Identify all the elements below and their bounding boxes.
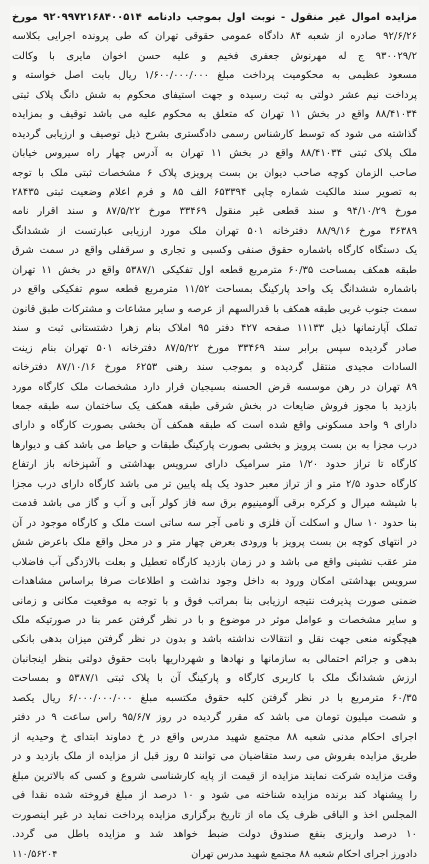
notice-line: ۸۸/۴۱۰۳۴ واقع در بخش ۱۱ تهران که متعلق به محکوم علیه می باشد توقیف و بمزایده [12,109,417,121]
notice-line: وقت مزایده شرکت نمایند مزایده از قیمت از پایه کارشناسی شروع و کسی که بالاترین مبلغ [12,770,417,782]
notice-line: ۸۹ تهران در رهن موسسه قرض الحسنه بسیجیان قرار دارد مشخصات ملک کارگاه مورد [12,381,417,393]
notice-line: و سایر مشخصات و عوامل موثر در موضوع و با در نظر گرفتن عمر بنا در صورتیکه ملک [12,615,417,626]
notice-line: دارای ۹ واحد مسکونی واقع شده است که طبقه همکف آن بخشی بصورت کارگاه و دارای [12,420,417,432]
notice-line: المجلس اخذ و الباقی ظرف یک ماه از تاریخ برگزاری مزایده پرداخت نماید در غیر اینصورت [12,809,417,821]
notice-line: هیچگونه منعی جهت نقل و انتقالات نداشته باشد و بدون در نظر گرفتن میزان بدهی بانکی [12,634,417,646]
notice-line: کارگاه تا تراز حدود ۱/۲۰ متر سرامیک دارای سرویس بهداشتی و آشپزخانه باز ارتفاع [12,459,417,471]
notice-line: اجرای احکام مدنی شعبه ۸۸ مجتمع شهید مدرس واقع در خ دماوند ابتدای خ وحیدیه از [12,731,417,743]
notice-line: به تصویر سند مالکیت شماره چاپی ۶۵۳۳۹۴ الف ۸۵ و فرم اعلام وضعیت ثبتی ۲۸۴۳۵ [12,187,417,199]
notice-line: ۹۲/۶/۲۶ صادره از شعبه ۸۴ دادگاه عمومی حقوقی تهران که طی پرونده اجرایی بکلاسه [12,31,417,43]
notice-line: سرویس بهداشتی امکان ورود به داخل وجود نداشت و اطلاعات صرفا براساس مشاهدات [12,576,417,588]
notice-line: طریق مزایده بفروش می رسد متقاضیان می توانند ۵ روز قبل از مزایده از ملک بازدید و در [12,751,417,763]
notice-line: باشماره ششدانگ یک واحد پارکینگ بمساحت ۱۱/۵۲ مترمربع قطعه سوم تفکیکی واقع در [12,284,417,296]
reference-code: ۱۱۰/۵۶۲۰۴ [12,849,58,861]
notice-line: ملک پلاک ثبتی ۸۸/۴۱۰۳۴ واقع در بخش ۱۱ تهران به آدرس چهار راه سیروس خیابان [12,148,417,160]
notice-line: درب مجزا به بن بست پرویز و بخشی بصورت پارکینگ طبقات و حیاط می باشد کف و دیوارها [12,439,417,451]
notice-line: پرداخت نیم عشر دولتی به ثبت رسیده و جهت استیفای محکوم به شش دانگ پلاک ثبتی [12,89,417,101]
notice-line: طبقه همکف بمساحت ۶۰/۳۵ مترمربع قطعه اول تفکیکی ۵۳۸۷/۱ واقع در بخش ۱۱ تهران [12,264,417,276]
notice-line: مسعود عظیمی به محکومیت پرداخت مبلغ ۱/۶۰۰/۰۰۰/۰۰۰ ریال بابت اصل خواسته و [12,70,417,82]
notice-line: ۶۰/۳۵ مترمربع با در نظر گرفتن کلیه حقوق مکتسبه مبلغ ۶/۰۰۰/۰۰۰/۰۰۰ ریال یکصد [12,692,417,704]
notice-line: ۹۳۰۰۲۹/۲ ج له مهرنوش جعفری فخیم و علیه حسن اخوان مایری با وکالت [12,50,417,62]
notice-line: و شصت میلیون تومان می باشد که مقرر گردیده در روز ۹۵/۶/۷ راس ساعت ۹ در دفتر [12,712,417,724]
notice-line: السادات مجیدی منتقل گردیده و بموجب سند رهنی ۶۲۵۳ مورخ ۸۷/۱۰/۱۶ دفترخانه [12,362,417,374]
auction-notice [10,6,419,861]
notice-line: صاحب الزمان کوچه صاحب دیوان بن بست پرویزی پلاک ۶ مشخصات ثبتی ملک با توجه [12,167,417,179]
notice-line: در انتهای کوچه بن بست پرویز با ورودی بعرض چهار متر و در محل واقع ملک باعرض شش [12,537,417,549]
notice-line: یک دستگاه کارگاه باشماره حقوق صنفی وکسبی و تجاری و سرقفلی واقع در سمت شرق [12,245,417,257]
notice-line: گذاشته می شود که توسط کارشناس رسمی دادگستری بشرح ذیل توصیف و ارزیابی گردیده [12,128,417,140]
notice-body [12,27,417,844]
notice-line: کارگاه حدود ۲/۵ متر و از تراز معبر حدود یک پله پایین تر می باشد کارگاه دارای درب مجزا [12,478,417,490]
notice-line: بدهی و جرائم احتمالی به سازمانها و نهادها و شهرداریها بابت حقوق دولتی بنظر اینجانبان [12,653,417,665]
notice-heading: مزایده اموال غیر منقول - نوبت اول بموجب دادنامه ۹۲۰۹۹۷۲۱۶۸۴۰۰۵۱۴ مورخ [12,12,417,23]
notice-line: ضمنی صورت پذیرفت نتیجه ارزیابی بنا بمراتب فوق و با توجه به موقعیت مکانی و زمانی [12,595,417,607]
notice-line: ارزش ششدانگ ملک با کاربری کارگاه و پارکینگ آن با پلاک ثبتی ۵۳۸۷/۱ و بمساحت [12,673,417,685]
notice-line: بازدید با مجوز فروش ضایعات در بخش شرقی طبقه همکف یک ساختمان سه طبقه جمعا [12,401,417,413]
notice-line: را پیشنهاد کند برنده مزایده شناخته می شود و ۱۰ درصد از مبلغ فروخته شده نقدا فی [12,790,417,802]
notice-line: متر عقب نشینی واقع می باشد و در زمان بازدید کارگاه تعطیل و بعلت بالازدگی آب فاضلاب [12,556,417,568]
notice-line: مورخ ۹۴/۱۰/۲۹ و سند قطعی غیر منقول ۳۳۴۶۹ مورخ ۸۷/۵/۲۲ و سند اقرار نامه [12,206,417,218]
signature-line: دادورز اجرای احکام شعبه ۸۸ مجتمع شهید مدرس تهران [191,849,417,861]
notice-line: با شیشه میرال و کرکره برقی آلومینیوم برق سه فاز کولر آبی و آب و گاز می باشد قدمت [12,498,417,510]
notice-line: صادر گردیده سپس برابر سند ۳۳۴۶۹ مورخ ۸۷/۵/۲۲ دفترخانه ۵۰۱ تهران بنام زینت [12,342,417,354]
notice-line: سمت جنوب غربی طبقه همکف با قدرالسهم از عرصه و سایر مشاعات و مشترکات طبق قانون [12,303,417,315]
notice-line: تملک آپارتمانها ذیل ۱۱۱۳۳ صفحه ۴۲۷ دفتر ۹۵ املاک بنام زهرا دشتستانی ثبت و سند [12,323,417,335]
notice-footer [12,846,417,864]
notice-line: بنا حدود ۱۰ سال و اسکلت آن فلزی و نامی آجر سه ساتی است ملک و کارگاه موجود در آن [12,517,417,529]
notice-line: ۳۶۳۸۹ مورخ ۸۸/۹/۱۶ دفترخانه ۵۰۱ تهران ملک مورد ارزیابی عبارتست از ششدانگ [12,225,417,237]
notice-line: ۱۰ درصد واریزی بنفع صندوق دولت ضبط خواهد شد و مزایده باطل می گردد. [12,828,417,840]
